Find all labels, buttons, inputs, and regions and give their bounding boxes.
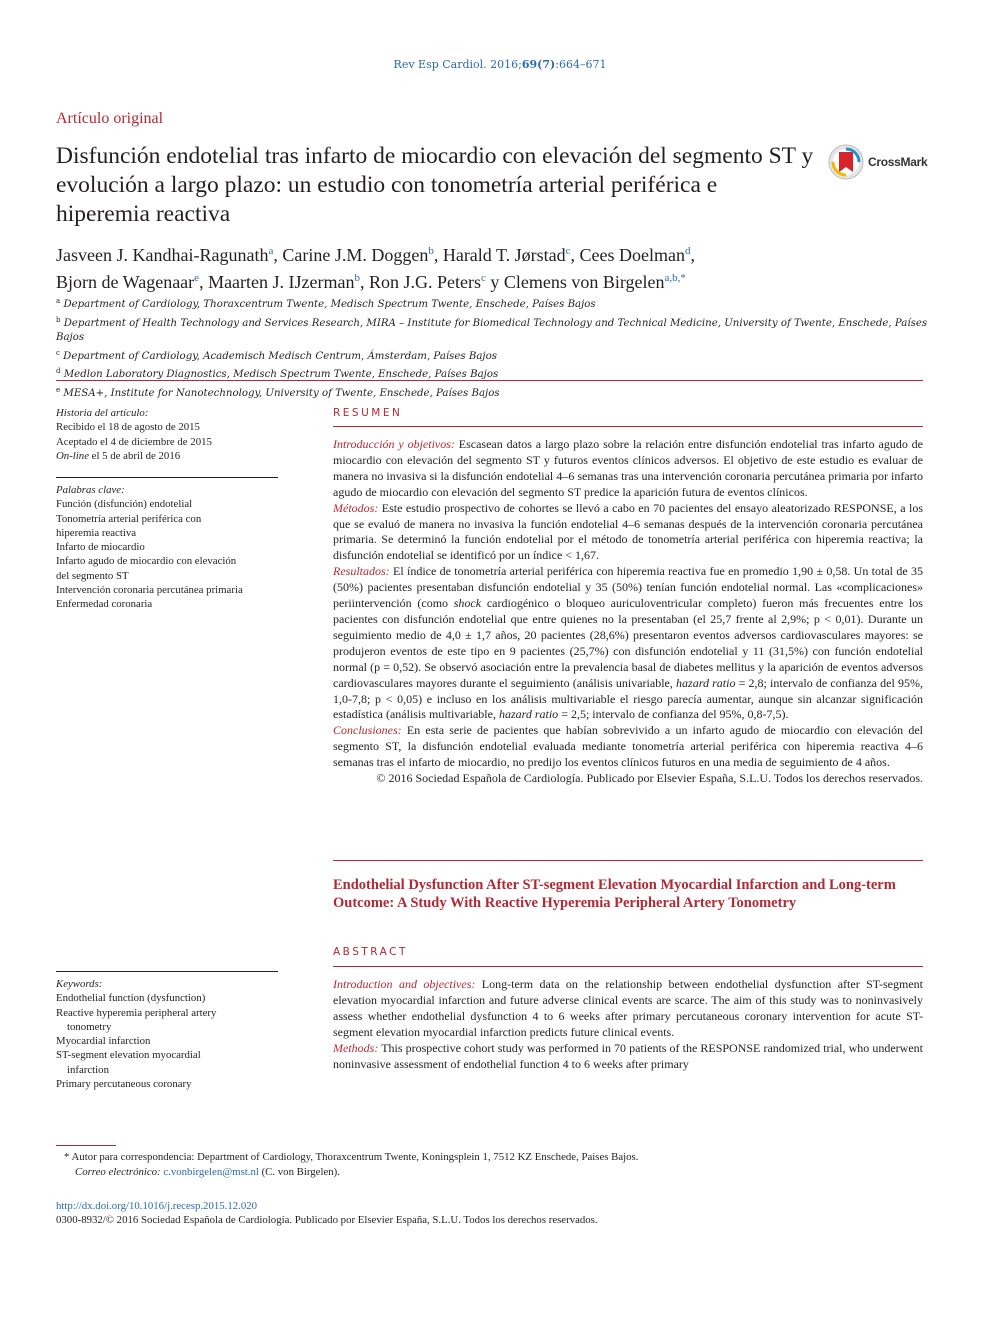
- affiliation: $^d$ Medlon Laboratory Diagnostics, Medisch Spectrum Twente, Enschede, Países Bajos: [56, 367, 499, 380]
- author: Cees Doelman$^d$,: [579, 245, 695, 265]
- author: Clemens von Birgelen$^{a,b,*}$: [503, 272, 686, 292]
- affiliation: $^c$ Department of Cardiology, Academisch Medisch Centrum, Ámsterdam, Países Bajos: [56, 348, 497, 362]
- keyword: del segmento ST: [56, 569, 129, 582]
- divider: [333, 426, 923, 427]
- section-type: Artículo original: [56, 110, 164, 127]
- journal-prefix: Rev Esp Cardiol. 2016;: [393, 58, 522, 71]
- keyword: Enfermedad coronaria: [56, 598, 153, 611]
- author: Harald T. Jørstad$^c$,: [442, 245, 580, 265]
- footnote: [56, 1150, 936, 1180]
- journal-pages: :664–671: [555, 58, 607, 71]
- keyword: Infarto de miocardio: [56, 541, 145, 554]
- abstract-body: [333, 977, 923, 1072]
- affiliation: $^a$ Department of Cardiology, Thoraxcentrum Twente, Medisch Spectrum Twente, Enschede, Países Bajos: [56, 297, 596, 310]
- author: Bjorn de Wagenaar$^e$,: [56, 272, 209, 292]
- resumen-methods: Métodos: Este estudio prospectivo de cohortes se llevó a cabo en 70 pacientes del ensayo aleatorizado RESPONSE, a los que se evaluó de manera no invasiva la función endotelial 4–6 semanas después de la intervención coronaria percutánea primaria. Se determinó la función endotelial por el método de tonometría arterial periférica con hiperemia reactiva; la disfunción endotelial se identificó por un índice < 1,67.: [333, 500, 923, 563]
- resumen-copyright: © 2016 Sociedad Española de Cardiología. Publicado por Elsevier España, S.L.U. Todos los derechos reservados.: [376, 771, 923, 786]
- abstract-label: ABSTRACT: [333, 946, 408, 958]
- article-history: [56, 406, 278, 463]
- author-list: [56, 240, 926, 294]
- footnote-rule: [56, 1145, 116, 1146]
- issn-copyright: 0300-8932/© 2016 Sociedad Española de Cardiología. Publicado por Elsevier España, S.L.U. Todos los derechos reservados.: [56, 1214, 598, 1226]
- divider: [56, 971, 278, 972]
- corresponding-author: * Autor para correspondencia: Department of Cardiology, Thoraxcentrum Twente, Koningsplein 1, 7512 KZ Enschede, Países Bajos.: [64, 1151, 639, 1163]
- author: Jasveen J. Kandhai-Ragunath$^a$,: [56, 245, 283, 265]
- keyword: Tonometría arterial periférica con: [56, 512, 202, 525]
- crossmark-icon: [828, 144, 864, 180]
- article-title: Disfunción endotelial tras infarto de miocardio con elevación del segmento ST y evolución a largo plazo: un estudio con tonometría arterial periférica e hiperemia reactiva: [56, 143, 814, 227]
- keyword: tonometry: [67, 1020, 112, 1033]
- keyword: hiperemia reactiva: [56, 526, 137, 539]
- resumen-intro: Introducción y objetivos: Escasean datos a largo plazo sobre la relación entre disfunción endotelial tras infarto agudo de miocardio con elevación del segmento ST y futuros eventos clínicos adversos. El objetivo de este estudio es evaluar de manera no invasiva si la disfunción endotelial 4–6 semanas tras una intervención coronaria percutánea primaria por infarto agudo de miocardio con elevación del segmento ST predice la aparición futura de eventos clínicos.: [333, 437, 924, 499]
- abstract-methods: Methods: This prospective cohort study was performed in 70 patients of the RESPONSE randomized trial, who underwent noninvasive assessment of endothelial function 4 to 6 weeks after primary: [333, 1040, 923, 1071]
- resumen-conclusions: Conclusiones: En esta serie de pacientes que habían sobrevivido a un infarto agudo de miocardio con elevación del segmento ST, la disfunción endotelial evaluada mediante tonometría arterial periférica con hiperemia reactiva 4–6 semanas tras el infarto de miocardio, no predijo los eventos clínicos futuros en una media de seguimiento de 4 años.: [333, 723, 923, 770]
- author: Carine J.M. Doggen$^b$,: [282, 245, 443, 265]
- email-line: Correo electrónico: c.vonbirgelen@mst.nl (C. von Birgelen).: [75, 1166, 340, 1178]
- history-received: Recibido el 18 de agosto de 2015: [56, 421, 200, 434]
- keywords-es: [56, 477, 278, 612]
- journal-volume: 69(7): [521, 58, 556, 71]
- history-header: Historia del artículo:: [56, 407, 149, 419]
- crossmark-badge[interactable]: [828, 144, 927, 180]
- divider: [56, 477, 278, 478]
- keyword: Intervención coronaria percutánea primaria: [56, 584, 243, 597]
- keyword: Primary percutaneous coronary: [56, 1078, 192, 1091]
- abstract-intro: Introduction and objectives: Long-term data on the relationship between endothelial dysfunction after ST-segment elevation myocardial infarction and future adverse clinical events are scarce. The aim of this study was to noninvasively assess whether endothelial dysfunction 4 to 6 weeks after primary percutaneous coronary intervention for acute ST-segment elevation myocardial infarction predicts future clinical events.: [333, 977, 924, 1039]
- affiliations: [56, 294, 936, 401]
- crossmark-label: CrossMark: [868, 155, 928, 169]
- keyword: Infarto agudo de miocardio con elevación: [56, 555, 237, 568]
- resumen-label: RESUMEN: [333, 407, 403, 419]
- english-title: Endothelial Dysfunction After ST-segment Elevation Myocardial Infarction and Long-term Outcome: A Study With Reactive Hyperemia Peripheral Artery Tonometry: [333, 877, 896, 911]
- divider: [56, 380, 923, 381]
- affiliation: $^b$ Department of Health Technology and Services Research, MIRA – Institute for Biomedical Technology and Technical Medicine, University of Twente, Enschede, Países Bajos: [56, 315, 928, 343]
- keyword: ST-segment elevation myocardial: [56, 1049, 201, 1062]
- history-online: On-line el 5 de abril de 2016: [56, 449, 181, 462]
- keyword: Reactive hyperemia peripheral artery: [56, 1006, 217, 1019]
- resumen-results: Resultados: El índice de tonometría arterial periférica con hiperemia reactiva fue en promedio 1,90 ± 0,58. Un total de 35 (50%) pacientes presentaban disfunción endotelial y 35 (50%) tenían función endotelial normal. Las «complicaciones» periintervención (como shock cardiogénico o bloqueo auriculoventricular completo) fueron más frecuentes entre los pacientes con disfunción endotelial que entre quienes no la presentaban (el 25,7 frente al 2,9%; p < 0,01). Durante un seguimiento medio de 4,0 ± 1,7 años, 20 pacientes (28,6%) presentaron eventos adversos cardiovasculares mayores: se produjeron eventos de este tipo en 9 pacientes (25,7%) con disfunción endotelial y 11 (31,5%) con función endotelial normal (p = 0,52). Se observó asociación entre la prevalencia basal de diabetes mellitus y la aparición de eventos adversos cardiovasculares mayores durante el seguimiento (análisis univariable, hazard ratio = 2,8; intervalo de confianza del 95%, 1,0-7,8; p < 0,05) e incluso en los análisis multivariable el riesgo parecía aumentar, aunque sin alcanzar significación estadística (análisis multivariable, hazard ratio = 2,5; intervalo de confianza del 95%, 0,8-7,5).: [333, 564, 923, 722]
- keyword: infarction: [67, 1063, 109, 1076]
- keyword: Endothelial function (dysfunction): [56, 992, 206, 1005]
- resumen-body: [333, 437, 923, 787]
- author: Ron J.G. Peters$^c$ y: [369, 272, 504, 292]
- keywords-en: [56, 971, 278, 1091]
- divider: [333, 860, 923, 861]
- email-link[interactable]: c.vonbirgelen@mst.nl: [163, 1166, 259, 1178]
- keyword: Función (disfunción) endotelial: [56, 498, 193, 511]
- divider: [333, 966, 923, 967]
- doi-link[interactable]: http://dx.doi.org/10.1016/j.recesp.2015.12.020: [56, 1200, 258, 1212]
- keywords-header: Palabras clave:: [56, 484, 125, 496]
- keywords-header: Keywords:: [56, 978, 103, 990]
- affiliation: $^e$ MESA+, Institute for Nanotechnology, University of Twente, Enschede, Países Bajos: [56, 385, 500, 399]
- history-accepted: Aceptado el 4 de diciembre de 2015: [56, 435, 212, 448]
- journal-reference[interactable]: [0, 58, 992, 71]
- keyword: Myocardial infarction: [56, 1035, 151, 1048]
- author: Maarten J. IJzerman$^b$,: [208, 272, 369, 292]
